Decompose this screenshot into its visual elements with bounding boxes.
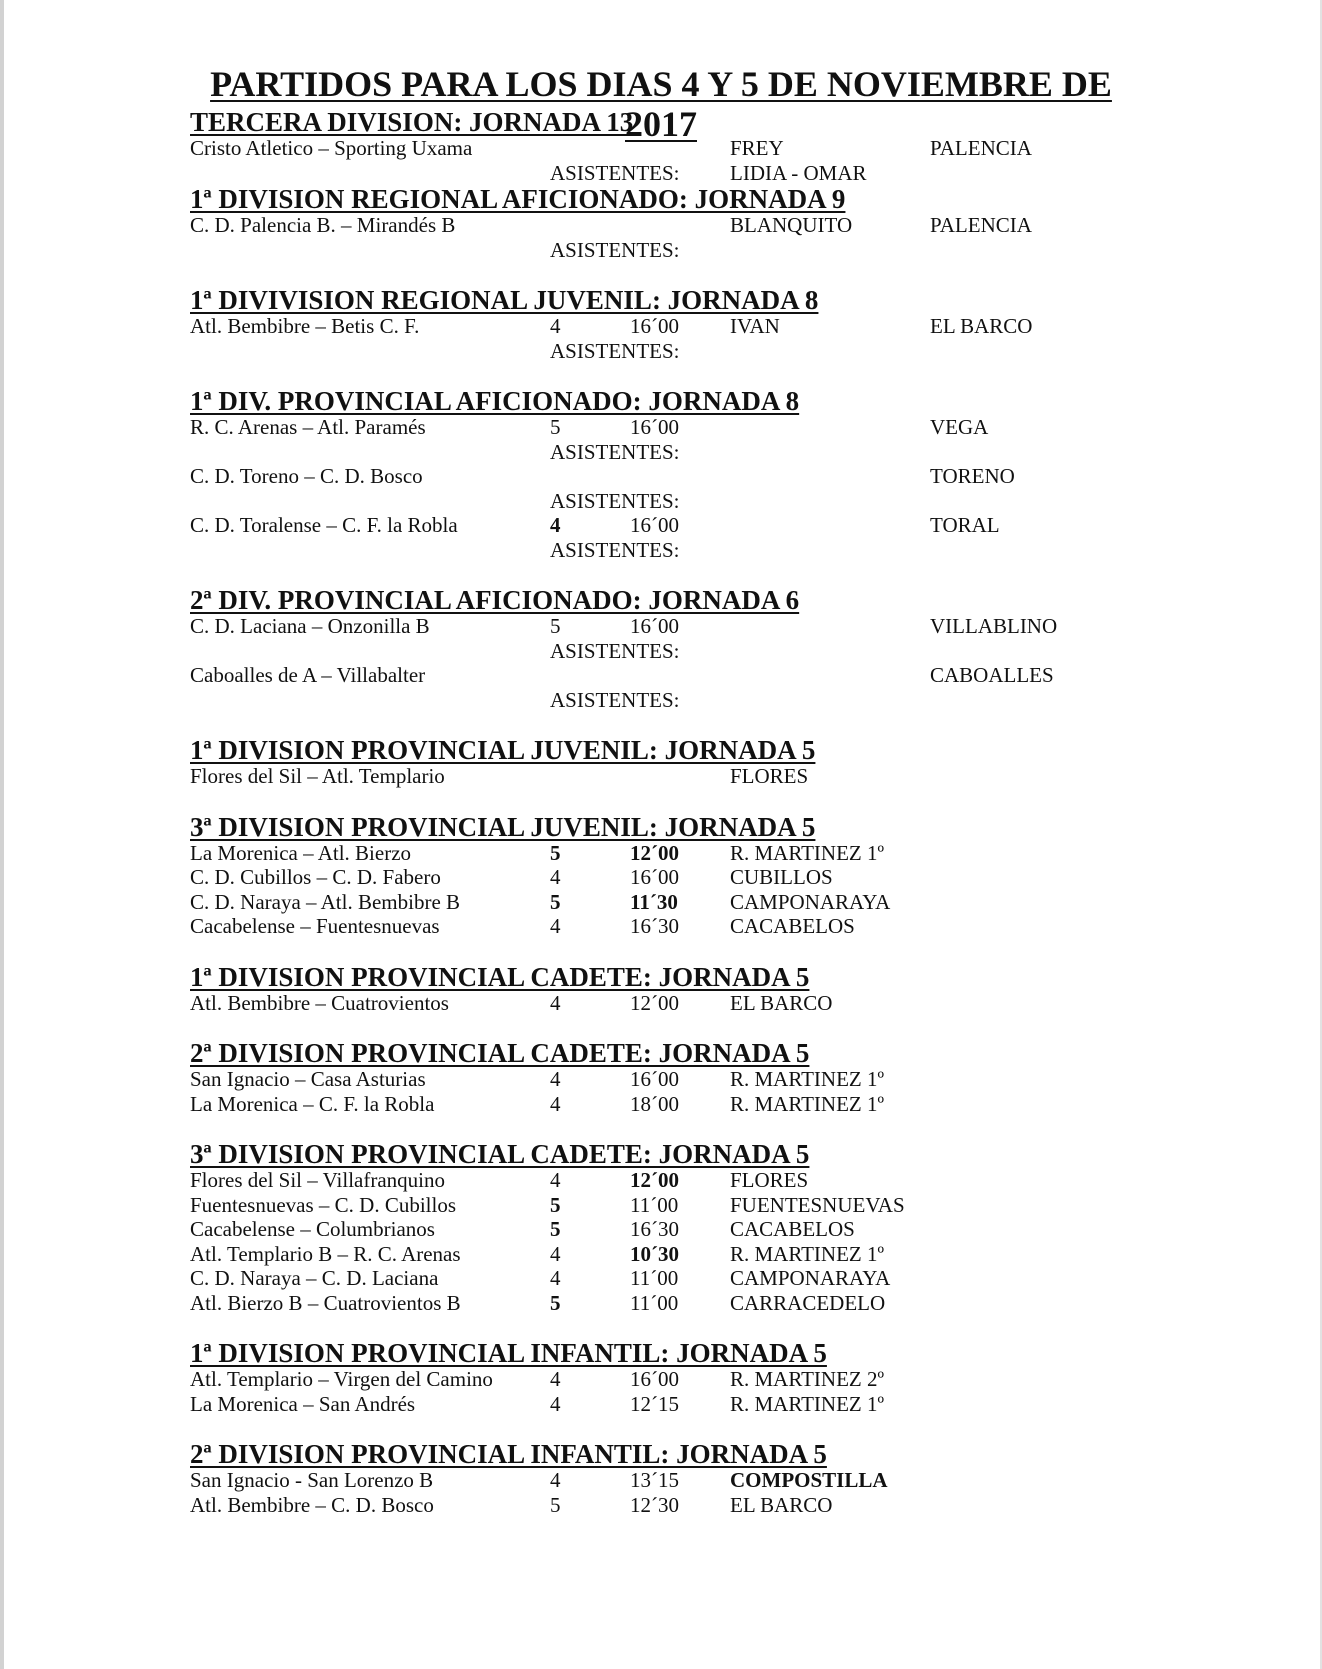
match-time: 16´00 [630,1067,679,1091]
match-time: 11´00 [630,1192,679,1217]
match-row [190,415,1190,440]
match-teams: La Morenica – C. F. la Robla [190,1091,435,1116]
match-row [190,1242,1190,1267]
match-teams: C. D. Naraya – C. D. Laciana [190,1266,439,1290]
match-row [190,841,1190,866]
match-venue: PALENCIA [930,136,1032,160]
match-day: 5 [550,415,561,439]
match-day: 4 [550,1067,561,1091]
section-2-provincial-cadete [190,1039,1190,1116]
match-time: 12´00 [630,1168,679,1192]
assistants-row [190,538,1190,563]
match-teams: San Ignacio - San Lorenzo B [190,1468,434,1492]
match-time: 13´15 [630,1468,679,1492]
section-header: 3ª DIVISION PROVINCIAL CADETE: JORNADA 5 [190,1139,810,1169]
match-row [190,1266,1190,1291]
match-referee: EL BARCO [730,1492,833,1517]
match-time: 12´15 [630,1391,679,1416]
match-time: 12´30 [630,1492,679,1517]
match-row [190,1217,1190,1242]
match-time: 16´00 [630,415,679,439]
assistants-row [190,238,1190,263]
section-tercera-division [190,108,1190,185]
match-referee: CARRACEDELO [730,1290,886,1315]
section-header: 2ª DIVISION PROVINCIAL INFANTIL: JORNADA 5 [190,1439,827,1469]
match-day: 4 [550,1367,561,1391]
assistants-row [190,339,1190,364]
match-teams: C. D. Palencia B. – Mirandés B [190,213,456,237]
left-border [0,0,4,1669]
section-header: 1ª DIVISION PROVINCIAL INFANTIL: JORNADA 5 [190,1338,827,1368]
match-teams: Flores del Sil – Atl. Templario [190,764,445,788]
match-day: 5 [550,1192,561,1217]
page-title: PARTIDOS PARA LOS DIAS 4 Y 5 DE NOVIEMBRE DE 2017 [210,64,1112,144]
match-time: 16´30 [630,914,679,938]
match-row [190,1067,1190,1092]
match-row [190,513,1190,538]
section-header: 1ª DIV. PROVINCIAL AFICIONADO: JORNADA 8 [190,386,800,416]
match-teams: Atl. Bembibre – Cuatrovientos [190,990,449,1015]
match-teams: R. C. Arenas – Atl. Paramés [190,415,426,439]
match-row [190,1367,1190,1392]
match-teams: Cacabelense – Fuentesnuevas [190,914,440,938]
match-time: 16´00 [630,513,679,537]
match-day: 4 [550,1241,561,1266]
match-teams: La Morenica – San Andrés [190,1391,416,1416]
match-teams: Flores del Sil – Villafranquino [190,1168,445,1192]
match-teams: C. D. Toralense – C. F. la Robla [190,513,458,537]
match-referee: COMPOSTILLA [730,1468,888,1492]
match-referee: FLORES [730,764,809,788]
match-time: 12´00 [630,840,679,865]
section-3-provincial-juvenil [190,813,1190,939]
match-teams: Atl. Bembibre – Betis C. F. [190,314,420,338]
section-1-provincial-juvenil [190,736,1190,789]
match-venue: TORENO [930,464,1015,488]
match-referee: FREY [730,136,784,160]
match-day: 4 [550,914,561,938]
match-referee: CAMPONARAYA [730,889,891,914]
match-time: 11´00 [630,1290,679,1315]
match-referee: R. MARTINEZ 2º [730,1367,884,1391]
section-header: 1ª DIVIVISION REGIONAL JUVENIL: JORNADA 8 [190,285,819,315]
match-referee: R. MARTINEZ 1º [730,1091,884,1116]
assistants-row [190,440,1190,465]
section-header: 3ª DIVISION PROVINCIAL JUVENIL: JORNADA 5 [190,811,816,842]
match-day: 4 [550,1391,561,1416]
match-row [190,1193,1190,1218]
match-time: 11´00 [630,1266,679,1290]
match-row [190,991,1190,1016]
assistants-label: ASISTENTES: [550,160,680,185]
match-day: 4 [550,1468,561,1492]
match-day: 5 [550,1217,561,1241]
match-row [190,213,1190,238]
match-venue: VEGA [930,415,989,439]
section-header: 1ª DIVISION PROVINCIAL JUVENIL: JORNADA 5 [190,735,816,765]
match-day: 4 [550,314,561,338]
match-row [190,1468,1190,1493]
match-time: 10´30 [630,1241,679,1266]
assistants-label: ASISTENTES: [550,237,680,262]
match-teams: C. D. Laciana – Onzonilla B [190,614,430,638]
match-row [190,914,1190,939]
section-1-provincial-aficionado [190,387,1190,562]
match-day: 5 [550,1290,561,1315]
section-1-provincial-cadete [190,963,1190,1016]
match-referee: BLANQUITO [730,213,853,237]
match-row [190,1168,1190,1193]
match-teams: Atl. Bembibre – C. D. Bosco [190,1492,434,1517]
match-referee: CACABELOS [730,1217,855,1241]
match-venue: EL BARCO [930,314,1033,338]
match-teams: C. D. Naraya – Atl. Bembibre B [190,889,461,914]
assistants-row [190,489,1190,514]
match-referee: R. MARTINEZ 1º [730,1391,884,1416]
match-row [190,1092,1190,1117]
section-header: 2ª DIVISION PROVINCIAL CADETE: JORNADA 5 [190,1038,810,1068]
section-1-regional-juvenil [190,286,1190,363]
match-teams: Atl. Templario – Virgen del Camino [190,1367,493,1391]
assistants-row [190,688,1190,713]
match-teams: Cacabelense – Columbrianos [190,1217,435,1241]
match-row [190,890,1190,915]
match-day: 4 [550,1266,561,1290]
section-2-provincial-infantil [190,1440,1190,1517]
assistants-label: ASISTENTES: [550,638,680,663]
match-time: 12´00 [630,990,679,1015]
match-day: 4 [550,1091,561,1116]
match-row [190,1493,1190,1518]
match-referee: R. MARTINEZ 1º [730,1241,884,1266]
match-time: 11´30 [630,889,678,914]
match-row [190,614,1190,639]
match-teams: Atl. Bierzo B – Cuatrovientos B [190,1290,461,1315]
assistants-label: ASISTENTES: [550,488,680,513]
section-header: TERCERA DIVISION: JORNADA 13 [190,107,634,137]
match-day: 4 [550,1168,561,1192]
match-day: 4 [550,990,561,1015]
match-referee: CACABELOS [730,914,855,938]
match-row [190,136,1190,161]
match-venue: TORAL [930,513,1000,537]
match-referee: FUENTESNUEVAS [730,1192,905,1217]
match-teams: Fuentesnuevas – C. D. Cubillos [190,1192,456,1217]
match-row [190,314,1190,339]
match-referee: IVAN [730,314,780,338]
match-row [190,663,1190,688]
match-referee: R. MARTINEZ 1º [730,1067,884,1091]
assistants-label: ASISTENTES: [550,439,680,464]
section-3-provincial-cadete [190,1140,1190,1315]
assistants-names: LIDIA - OMAR [730,160,867,185]
match-teams: La Morenica – Atl. Bierzo [190,840,412,865]
match-day: 5 [550,889,561,914]
match-teams: C. D. Toreno – C. D. Bosco [190,464,423,488]
match-venue: PALENCIA [930,213,1032,237]
assistants-row [190,639,1190,664]
section-header: 1ª DIVISION PROVINCIAL CADETE: JORNADA 5 [190,961,810,992]
match-day: 5 [550,614,561,638]
section-2-provincial-aficionado [190,586,1190,712]
match-row [190,1291,1190,1316]
assistants-row [190,161,1190,186]
match-teams: Caboalles de A – Villabalter [190,663,426,687]
match-teams: C. D. Cubillos – C. D. Fabero [190,865,441,889]
match-referee: FLORES [730,1168,809,1192]
match-referee: CUBILLOS [730,865,833,889]
match-day: 5 [550,1492,561,1517]
section-1-regional-aficionado [190,185,1190,262]
match-row [190,764,1190,789]
match-teams: Atl. Templario B – R. C. Arenas [190,1241,461,1266]
match-venue: CABOALLES [930,663,1054,687]
match-row [190,464,1190,489]
match-schedule [190,108,1190,1517]
match-day: 4 [550,865,561,889]
match-time: 16´30 [630,1217,679,1241]
section-header: 2ª DIV. PROVINCIAL AFICIONADO: JORNADA 6 [190,585,800,615]
assistants-label: ASISTENTES: [550,687,680,712]
match-day: 5 [550,840,561,865]
section-1-provincial-infantil [190,1339,1190,1416]
match-time: 16´00 [630,314,679,338]
match-time: 18´00 [630,1091,679,1116]
match-time: 16´00 [630,1367,679,1391]
match-venue: VILLABLINO [930,614,1058,638]
match-referee: CAMPONARAYA [730,1266,891,1290]
match-row [190,1392,1190,1417]
assistants-label: ASISTENTES: [550,537,680,562]
match-teams: San Ignacio – Casa Asturias [190,1067,426,1091]
match-time: 16´00 [630,865,679,889]
match-row [190,865,1190,890]
match-day: 4 [550,513,561,537]
section-header: 1ª DIVISION REGIONAL AFICIONADO: JORNADA 9 [190,184,846,214]
match-teams: Cristo Atletico – Sporting Uxama [190,136,473,160]
match-referee: EL BARCO [730,990,833,1015]
match-referee: R. MARTINEZ 1º [730,840,884,865]
match-time: 16´00 [630,614,679,638]
assistants-label: ASISTENTES: [550,338,680,363]
